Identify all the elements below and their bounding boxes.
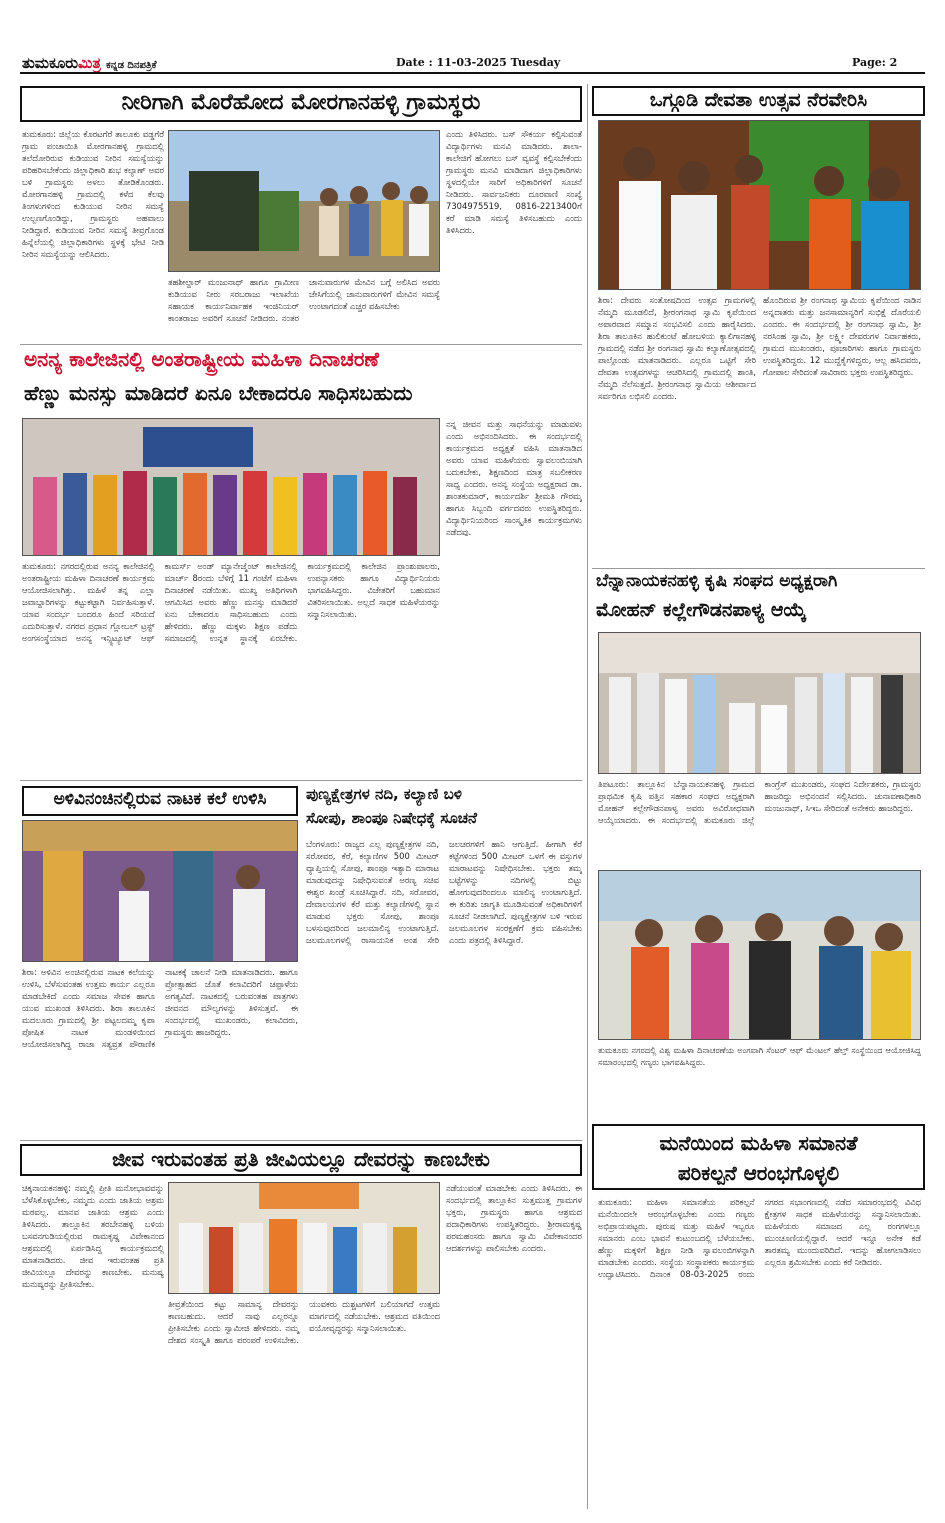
logo-part3: ಕನ್ನಡ ದಿನಪತ್ರಿಕೆ <box>106 60 157 71</box>
water-body-left: ತುಮಕೂರು: ಜಿಲ್ಲೆಯ ಕೊರಟಗೆರೆ ತಾಲೂಕು ವಡ್ಡಗೆರೆ ಗ್ರಾಮ ಪಂಚಾಯಿತಿ ಮೋರಗಾನಹಳ್ಳಿ ಗ್ರಾಮದಲ್ಲಿ ತಲೆದೋರಿರುವ ಕುಡಿಯುವ ನೀರಿನ ಸಮಸ್ಯೆಯನ್ನು ಪರಿಹರಿಸಬೇಕೆಂದು ಜಿಲ್ಲಾಧಿಕಾರಿ ಶುಭ ಕಲ್ಯಾಣ್ ಅವರ ಬಳಿ ಗ್ರಾಮಸ್ಥರು ಅಳಲು ತೋಡಿಕೊಂಡರು. ಮೋರಗಾನಹಳ್ಳಿ ಗ್ರಾಮದಲ್ಲಿ ಕಳೆದ ಕೆಲವು ತಿಂಗಳುಗಳಿಂದ ಕುಡಿಯುವ ನೀರಿನ ಸಮಸ್ಯೆ ಉಲ್ಬಣಗೊಂಡಿದ್ದು, ಗ್ರಾಮಸ್ಥರು ಅಹವಾಲು ನೀಡಿದ್ದಾರೆ. ಕುಡಿಯುವ ನೀರಿನ ಸಮಸ್ಯೆ ತೀವ್ರಗೊಂಡ ಹಿನ್ನೆಲೆಯಲ್ಲಿ ಜಿಲ್ಲಾಧಿಕಾರಿಗಳು ಸ್ಥಳಕ್ಕೆ ಭೇಟಿ ನೀಡಿ ನೀರಿನ ಸಮಸ್ಯೆಯನ್ನು ಆಲಿಸಿದರು. <box>22 129 164 259</box>
drama-photo-graphic <box>23 821 298 962</box>
water-photo <box>168 130 440 272</box>
women-equality-headline <box>592 1124 925 1190</box>
womens-day-body-side: ನನ್ನ ಜೀವನ ಮತ್ತು ಸಾಧನೆಯನ್ನು ಮಾಡುವಳು ಎಂದು ಅಭಿನಂದಿಸಿದರು. ಈ ಸಂದರ್ಭದಲ್ಲಿ ಕಾರ್ಯಕ್ರಮದ ಅಧ್ಯಕ್ಷತೆ ವಹಿಸಿ ಮಾತನಾಡಿದ ಅವರು ಯಾವ ಮಹಿಳೆಯರು ಸ್ವಾವಲಂಬಿಯಾಗಿ ಬದುಕಬೇಕು, ಶಿಕ್ಷಣದಿಂದ ಮಾತ್ರ ಸಬಲೀಕರಣ ಸಾಧ್ಯ ಎಂದರು. ಅನನ್ಯ ಸಂಸ್ಥೆಯ ಅಧ್ಯಕ್ಷರಾದ ಡಾ. ಶಾಂತಕುಮಾರ್, ಕಾರ್ಯದರ್ಶಿ ಶ್ರೀಮತಿ ಗೌರಮ್ಮ ಹಾಗೂ ಸಿಬ್ಬಂದಿ ವರ್ಗದವರು ಉಪಸ್ಥಿತರಿದ್ದರು. ವಿದ್ಯಾರ್ಥಿನಿಯರಿಂದ ಸಾಂಸ್ಕೃತಿಕ ಕಾರ್ಯಕ್ರಮಗಳು ನಡೆದವು. <box>446 419 582 537</box>
women-equality-photo-graphic <box>599 871 921 1040</box>
womens-day-body-bottom: ತುಮಕೂರು: ನಗರದಲ್ಲಿರುವ ಅನನ್ಯ ಕಾಲೇಜಿನಲ್ಲಿ ಅಂತರಾಷ್ಟ್ರೀಯ ಮಹಿಳಾ ದಿನಾಚರಣೆ ಕಾರ್ಯಕ್ರಮ ಆಯೋಜಿಸಲಾಗಿತ್ತು. ಮಹಿಳೆ ತನ್ನ ಎಲ್ಲಾ ಜವಾಬ್ದಾರಿಗಳನ್ನು ಕಟ್ಟುಕಟ್ಟಾಗಿ ನಿರ್ವಹಿಸುತ್ತಾಳೆ. ಯಾವ ಸಂದರ್ಭ ಬಂದರೂ ಹಿಂದೆ ಸರಿಯದೆ ಎದುರಿಸುತ್ತಾಳೆ. ನಗರದ ಪ್ರಧಾನ ಗ್ಲೋಬಲ್ ಟ್ರಸ್ಟ್ ಅಂಗಸಂಸ್ಥೆಯಾದ ಅನನ್ಯ ಇನ್ಸ್ಟಿಟ್ಯೂಟ್ ಆಫ್ ಕಾಮರ್ಸ್ ಅಂಡ್ ಮ್ಯಾನೇಜ್ಮೆಂಟ್ ಕಾಲೇಜಿನಲ್ಲಿ ಮಾರ್ಚ್ 8ರಂದು ಬೆಳಿಗ್ಗೆ 11 ಗಂಟೆಗೆ ಮಹಿಳಾ ದಿನಾಚರಣೆ ನಡೆಯಿತು. ಮುಖ್ಯ ಅತಿಥಿಗಳಾಗಿ ಆಗಮಿಸಿದ ಅವರು ಹೆಣ್ಣು ಮನಸ್ಸು ಮಾಡಿದರೆ ಏನು ಬೇಕಾದರೂ ಸಾಧಿಸಬಹುದು ಎಂದು ಹೇಳಿದರು. ಹೆಣ್ಣು ಮಕ್ಕಳು ಶಿಕ್ಷಣ ಪಡೆದು ಸಮಾಜದಲ್ಲಿ ಉನ್ನತ ಸ್ಥಾನಕ್ಕೆ ಏರಬೇಕು. ಕಾರ್ಯಕ್ರಮದಲ್ಲಿ ಕಾಲೇಜಿನ ಪ್ರಾಂಶುಪಾಲರು, ಉಪನ್ಯಾಸಕರು ಹಾಗೂ ವಿದ್ಯಾರ್ಥಿನಿಯರು ಭಾಗವಹಿಸಿದ್ದರು. ವಿಜೇತರಿಗೆ ಬಹುಮಾನ ವಿತರಿಸಲಾಯಿತು. ಅಲ್ಲದೆ ಸಾಧಕ ಮಹಿಳೆಯರನ್ನು ಸನ್ಮಾನಿಸಲಾಯಿತು. <box>22 561 440 643</box>
women-equality-headline-line1: ಮನೆಯಿಂದ ಮಹಿಳಾ ಸಮಾನತೆ <box>659 1131 858 1155</box>
women-equality-photo <box>598 870 921 1040</box>
god-headline: ಜೀವ ಇರುವಂತಹ ಪ್ರತಿ ಜೀವಿಯಲ್ಲೂ ದೇವರನ್ನು ಕಾಣಬೇಕು <box>20 1144 582 1176</box>
women-equality-headline-line2: ಪರಿಕಲ್ಪನೆ ಆರಂಭಗೊಳ್ಳಲಿ <box>677 1161 840 1185</box>
temple-headline: ಒಗ್ಗೂಡಿ ದೇವತಾ ಉತ್ಸವ ನೆರವೇರಿಸಿ <box>592 86 925 116</box>
drama-headline: ಅಳಿವಿನಂಚಿನಲ್ಲಿರುವ ನಾಟಕ ಕಲೆ ಉಳಿಸಿ <box>22 786 298 816</box>
temple-photo <box>598 120 921 290</box>
newspaper-logo <box>22 54 156 72</box>
divider <box>20 780 582 781</box>
water-photo-graphic <box>169 131 440 272</box>
divider <box>592 568 925 569</box>
water-body-mid: ತಹಶೀಲ್ದಾರ್ ಮಂಜುನಾಥ್ ಹಾಗೂ ಗ್ರಾಮೀಣ ಕುಡಿಯುವ ನೀರು ಸರಬರಾಜು ಇಲಾಖೆಯ ಸಹಾಯಕ ಕಾರ್ಯನಿರ್ವಾಹಕ ಇಂಜಿನಿಯರ್ ಕಾಂತರಾಜು ಅವರಿಗೆ ಸೂಚನೆ ನೀಡಿದರು. ನಂತರ ಜಾನುವಾರುಗಳ ಮೇವಿನ ಬಗ್ಗೆ ಅಲಿಸಿದ ಅವರು ಜೇಸಿಗೆಯಲ್ಲಿ ಜಾನುವಾರುಗಳಿಗೆ ಮೇವಿನ ಸಮಸ್ಯೆ ಉಂಟಾಗದಂತೆ ಎಚ್ಚರ ವಹಿಸಬೇಕು <box>168 277 440 323</box>
women-equality-caption: ತುಮಕೂರು ನಗರದಲ್ಲಿ ವಿಶ್ವ ಮಹಿಳಾ ದಿನಾಚರಣೆಯ ಅಂಗವಾಗಿ ಸೆಂಟರ್ ಆಫ್ ಮೆಂಟಲ್ ಹೆಲ್ತ್ ಸಂಸ್ಥೆಯಿಂದ ಆಯೋಜಿಸಿದ್ದ ಸಮಾರಂಭದಲ್ಲಿ ಗಣ್ಯರು ಭಾಗವಹಿಸಿದ್ದರು. <box>598 1045 921 1067</box>
farmers-headline-line2: ಮೋಹನ್ ಕಲ್ಲೇಗೌಡನಪಾಳ್ಯ ಆಯ್ಕೆ <box>596 600 807 621</box>
womens-day-headline-red: ಅನನ್ಯ ಕಾಲೇಜಿನಲ್ಲಿ ಅಂತರಾಷ್ಟ್ರೀಯ ಮಹಿಳಾ ದಿನಾಚರಣೆ <box>24 348 379 371</box>
issue-date: Date : 11-03-2025 Tuesday <box>396 56 561 69</box>
rivers-body: ಬೆಂಗಳೂರು: ರಾಜ್ಯದ ಎಲ್ಲ ಪುಣ್ಯಕ್ಷೇತ್ರಗಳ ನದಿ, ಸರೋವರ, ಕೆರೆ, ಕಲ್ಯಾಣಿಗಳ 500 ಮೀಟರ್ ವ್ಯಾಪ್ತಿಯಲ್ಲಿ ಸೋಪು, ಶಾಂಪೂ ಇತ್ಯಾದಿ ಮಾರಾಟ ಮಾಡುವುದನ್ನು ನಿಷೇಧಿಸುವಂತೆ ಅರಣ್ಯ ಸಚಿವ ಈಶ್ವರ ಖಂಡ್ರೆ ಸೂಚಿಸಿದ್ದಾರೆ. ನದಿ, ಸರೋವರ, ದೇವಾಲಯಗಳ ಕೆರೆ ಮತ್ತು ಕಲ್ಯಾಣಿಗಳಲ್ಲಿ ಸ್ನಾನ ಮಾಡುವ ಭಕ್ತರು ಸೋಪು, ಶಾಂಪೂ ಬಳಸುವುದರಿಂದ ಜಲಮಾಲಿನ್ಯ ಉಂಟಾಗುತ್ತಿದೆ. ಜಲಮೂಲಗಳಲ್ಲಿ ರಾಸಾಯನಿಕ ಅಂಶ ಸೇರಿ ಜಲಚರಗಳಿಗೆ ಹಾನಿ ಆಗುತ್ತಿದೆ. ಹೀಗಾಗಿ ಕೆರೆ ಕಟ್ಟೆಗಳಿಂದ 500 ಮೀಟರ್ ಒಳಗೆ ಈ ವಸ್ತುಗಳ ಮಾರಾಟವನ್ನು ನಿಷೇಧಿಸಬೇಕು. ಭಕ್ತರು ತಮ್ಮ ಬಟ್ಟೆಗಳನ್ನು ನದಿಗಳಲ್ಲಿ ಬಿಟ್ಟು ಹೋಗುವುದರಿಂದಲೂ ಮಾಲಿನ್ಯ ಉಂಟಾಗುತ್ತಿದೆ. ಈ ಕುರಿತು ಜಾಗೃತಿ ಮೂಡಿಸುವಂತೆ ಅಧಿಕಾರಿಗಳಿಗೆ ಸೂಚನೆ ನೀಡಲಾಗಿದೆ. ಪುಣ್ಯಕ್ಷೇತ್ರಗಳ ಬಳಿ ಇರುವ ಜಲಮೂಲಗಳ ಸಂರಕ್ಷಣೆಗೆ ಕ್ರಮ ವಹಿಸಬೇಕು ಎಂದು ಪತ್ರದಲ್ಲಿ ತಿಳಿಸಿದ್ದಾರೆ. <box>306 839 582 945</box>
god-body-mid: ತೀವ್ರತೆಯಿಂದ ಕಟ್ಟು ಸಾಮಾನ್ಯ ದೇವರನ್ನು ಕಾಣಬಹುದು. ಆದರೆ ನಾವು ಎಲ್ಲರನ್ನೂ ಪ್ರೀತಿಸಬೇಕು ಎಂದು ಸ್ವಾಮೀಜಿ ಹೇಳಿದರು. ನಮ್ಮ ದೇಶದ ಸಂಸ್ಕೃತಿ ಹಾಗೂ ಪರಂಪರೆ ಉಳಿಸಬೇಕು. ಯುವಕರು ದುಶ್ಚಟಗಳಿಗೆ ಬಲಿಯಾಗದೆ ಉತ್ತಮ ಮಾರ್ಗದಲ್ಲಿ ನಡೆಯಬೇಕು. ಆಶ್ರಮದ ವತಿಯಿಂದ ವಯೋವೃದ್ಧರನ್ನು ಸನ್ಮಾನಿಸಲಾಯಿತು. <box>168 1299 440 1345</box>
farmers-headline-line1: ಬೆನ್ನಾನಾಯಕನಹಳ್ಳಿ ಕೃಷಿ ಸಂಘದ ಅಧ್ಯಕ್ಷರಾಗಿ <box>596 572 838 591</box>
god-body-left: ಚಿಕ್ಕನಾಯಕನಹಳ್ಳಿ: ನಮ್ಮಲ್ಲಿ ಪ್ರೀತಿ ಮನೋಭಾವವನ್ನು ಬೆಳೆಸಿಕೊಳ್ಳಬೇಕು, ನಮ್ಮದು ಎಂದು ಜಾತಿಯ ಆಶ್ರಮ ಮಠವಲ್ಲ. ಮಾನವ ಜಾತಿಯ ಆಶ್ರಮ ಎಂದು ತಿಳಿಸಿದರು. ತಾಲ್ಲೂಕಿನ ತರಬೇನಹಳ್ಳಿ ಬಳಿಯ ಬಸವನಗುಡಿಯಲ್ಲಿರುವ ರಾಮಕೃಷ್ಣ ವಿವೇಕಾನಂದ ಆಶ್ರಮದಲ್ಲಿ ಏರ್ಪಡಿಸಿದ್ದ ಕಾರ್ಯಕ್ರಮದಲ್ಲಿ ಮಾತನಾಡಿದರು. ಜೀವ ಇರುವಂತಹ ಪ್ರತಿ ಜೀವಿಯಲ್ಲೂ ದೇವರನ್ನು ಕಾಣಬೇಕು. ಮನುಷ್ಯ ಮನುಷ್ಯರನ್ನು ಪ್ರೀತಿಸಬೇಕು. <box>22 1183 164 1289</box>
masthead-rule <box>20 72 925 74</box>
logo-part1: ತುಮಕೂರು <box>22 54 79 72</box>
drama-body: ಶಿರಾ: ಅಳಿವಿನ ಅಂಚಿನಲ್ಲಿರುವ ನಾಟಕ ಕಲೆಯನ್ನು ಉಳಿಸಿ, ಬೆಳೆಸುವಂತಹ ಉತ್ತಮ ಕಾರ್ಯ ಎಲ್ಲರೂ ಮಾಡಬೇಕಿದೆ ಎಂದು ಸಮಾಜ ಸೇವಕ ಹಾಗೂ ಯುವ ಮುಖಂಡ ತಿಳಿಸಿದರು. ಶಿರಾ ತಾಲೂಕಿನ ಮದಲೂರು ಗ್ರಾಮದಲ್ಲಿ ಶ್ರೀ ಪಟ್ಟಲದಮ್ಮ ಕೃಪಾ ಪೋಷಿತ ನಾಟಕ ಮಂಡಳಿಯಿಂದ ಆಯೋಜಿಸಲಾಗಿದ್ದ ರಾಜಾ ಸತ್ಯವ್ರತ ಪೌರಾಣಿಕ ನಾಟಕಕ್ಕೆ ಚಾಲನೆ ನೀಡಿ ಮಾತನಾಡಿದರು. ಹಾಗೂ ಪ್ರೋತ್ಸಾಹದ ಜೊತೆ ಕಲಾವಿದರಿಗೆ ಚಪ್ಪಾಳೆಯ ಅಗತ್ಯವಿದೆ. ನಾಟಕದಲ್ಲಿ ಬರುವಂತಹ ಪಾತ್ರಗಳು ಜೀವನದ ಮೌಲ್ಯಗಳನ್ನು ತಿಳಿಸುತ್ತವೆ. ಈ ಸಂದರ್ಭದಲ್ಲಿ ಮುಖಂಡರು, ಕಲಾವಿದರು, ಗ್ರಾಮಸ್ಥರು ಹಾಜರಿದ್ದರು. <box>22 967 298 1049</box>
womens-day-photo <box>22 418 440 556</box>
page-number: Page: 2 <box>852 56 898 69</box>
masthead <box>0 0 945 78</box>
womens-day-headline: ಹೆಣ್ಣು ಮನಸ್ಸು ಮಾಡಿದರೆ ಏನೂ ಬೇಕಾದರೂ ಸಾಧಿಸಬಹುದು <box>24 382 413 405</box>
logo-part2: ಮಿತ್ರ <box>78 54 101 72</box>
temple-photo-graphic <box>599 121 921 290</box>
divider <box>20 344 582 345</box>
womens-day-photo-graphic <box>23 419 440 556</box>
temple-body-right: ಹೊಂದಿರುವ ಶ್ರೀ ರಂಗನಾಥ ಸ್ವಾಮಿಯ ಕೃಪೆಯಿಂದ ನಾಡಿನ ಅನ್ನದಾತರು ಮತ್ತು ಜನಸಾಮಾನ್ಯರಿಗೆ ಸುಭಿಕ್ಷೆ ದೊರೆಯಲಿ ಎಂದರು. ಈ ಸಂದರ್ಭದಲ್ಲಿ ಶ್ರೀ ರಂಗನಾಥ ಸ್ವಾಮಿ, ಶ್ರೀ ನರಸಿಂಹ ಸ್ವಾಮಿ, ಶ್ರೀ ಲಕ್ಷ್ಮೀ ದೇವರುಗಳ ನಿರ್ವಾಹಕರು, ಗ್ರಾಮದ ಮುಖಂಡರು, ಪೂಜಾರಿಗಳು ಹಾಗೂ ಗ್ರಾಮಸ್ಥರು ಉಪಸ್ಥಿತರಿದ್ದರು. 12 ಮುದ್ದೆಕೈಗಳಿದ್ದರು, ಆಲ್ಲ ಹಸಿದವರು, ಗೋಪಾಲ ಸೇರಿದಂತೆ ಸಾವಿರಾರು ಭಕ್ತರು ಉಪಸ್ಥಿತರಿದ್ದರು. <box>763 295 921 377</box>
divider <box>20 1140 582 1141</box>
drama-photo <box>22 820 298 962</box>
god-photo <box>168 1182 440 1294</box>
women-equality-body: ತುಮಕೂರು: ಮಹಿಳಾ ಸಮಾನತೆಯ ಪರಿಕಲ್ಪನೆ ಮನೆಯಿಂದಲೇ ಆರಂಭಗೊಳ್ಳಬೇಕು ಎಂದು ಗಣ್ಯರು ಅಭಿಪ್ರಾಯಪಟ್ಟರು. ಪುರುಷ ಮತ್ತು ಮಹಿಳೆ ಇಬ್ಬರೂ ಸಮಾನರು ಎಂಬ ಭಾವನೆ ಕುಟುಂಬದಲ್ಲಿ ಬೆಳೆಯಬೇಕು. ಹೆಣ್ಣು ಮಕ್ಕಳಿಗೆ ಶಿಕ್ಷಣ ನೀಡಿ ಸ್ವಾವಲಂಬಿಗಳನ್ನಾಗಿ ಮಾಡಬೇಕು ಎಂದರು. ಸಂಸ್ಥೆಯ ಸಂಸ್ಥಾಪಕರು ಕಾರ್ಯಕ್ರಮ ಉದ್ಘಾಟಿಸಿದರು. ದಿನಾಂಕ 08-03-2025 ರಂದು ನಗರದ ಸಭಾಂಗಣದಲ್ಲಿ ನಡೆದ ಸಮಾರಂಭದಲ್ಲಿ ವಿವಿಧ ಕ್ಷೇತ್ರಗಳ ಸಾಧಕ ಮಹಿಳೆಯರನ್ನು ಸನ್ಮಾನಿಸಲಾಯಿತು. ಮಹಿಳೆಯರು ಸಮಾಜದ ಎಲ್ಲ ರಂಗಗಳಲ್ಲೂ ಮುಂಚೂಣಿಯಲ್ಲಿದ್ದಾರೆ. ಆದರೆ ಇನ್ನೂ ಅನೇಕ ಕಡೆ ತಾರತಮ್ಯ ಮುಂದುವರಿದಿದೆ. ಇದನ್ನು ಹೋಗಲಾಡಿಸಲು ಎಲ್ಲರೂ ಶ್ರಮಿಸಬೇಕು ಎಂದು ಕರೆ ನೀಡಿದರು. <box>598 1197 921 1279</box>
temple-body-left: ಶಿರಾ: ದೇವರು ಸಂತೋಷದಿಂದ ಉತ್ಸವ ಗ್ರಾಮಗಳಲ್ಲಿ ನೆಮ್ಮದಿ ಮೂಡಲಿದೆ, ಶ್ರೀರಂಗನಾಥ ಸ್ವಾಮಿ ಕೃಪೆಯಿಂದ ಅಪಾರವಾದ ಸಮ್ಮಾನ ಸಂಭವಿಸಲಿ ಎಂದು ಹಾರೈಸಿದರು. ಶಿರಾ ತಾಲೂಕಿನ ಹುಲಿಕುಂಟೆ ಹೋಬಳಿಯ ಕ್ಯಾಲಿಗಾನಹಳ್ಳಿ ಗ್ರಾಮದಲ್ಲಿ ನಡೆದ ಶ್ರೀ ರಂಗನಾಥ ಸ್ವಾಮಿ ಕಲ್ಯಾಣೋತ್ಸವದಲ್ಲಿ ಪಾಲ್ಗೊಂಡು ಮಾತನಾಡಿದರು. ಎಲ್ಲರೂ ಒಟ್ಟಿಗೆ ಸೇರಿ ದೇವತಾ ಉತ್ಸವಗಳನ್ನು ಆಚರಿಸಿದಲ್ಲಿ ಗ್ರಾಮದಲ್ಲಿ ಶಾಂತಿ, ನೆಮ್ಮದಿ ನೆಲೆಸುತ್ತದೆ. ಶ್ರೀರಂಗನಾಥ ಸ್ವಾಮಿಯ ಆಶೀರ್ವಾದ ಸರ್ವರಿಗೂ ಲಭಿಸಲಿ ಎಂದರು. <box>598 295 756 401</box>
water-headline: ನೀರಿಗಾಗಿ ಮೊರೆಹೋದ ಮೋರಗಾನಹಳ್ಳಿ ಗ್ರಾಮಸ್ಥರು <box>20 86 582 122</box>
farmers-photo-graphic <box>599 633 921 774</box>
god-body-right: ನಡೆಯುವಂತೆ ಮಾಡಬೇಕು ಎಂದು ತಿಳಿಸಿದರು. ಈ ಸಂದರ್ಭದಲ್ಲಿ ತಾಲ್ಲೂಕಿನ ಸುತ್ತಮುತ್ತ ಗ್ರಾಮಗಳ ಭಕ್ತರು, ಗ್ರಾಮಸ್ಥರು ಹಾಗೂ ಆಶ್ರಮದ ಪದಾಧಿಕಾರಿಗಳು ಉಪಸ್ಥಿತರಿದ್ದರು. ಶ್ರೀರಾಮಕೃಷ್ಣ ಪರಮಹಂಸರು ಹಾಗೂ ಸ್ವಾಮಿ ವಿವೇಕಾನಂದರ ಆದರ್ಶಗಳನ್ನು ಪಾಲಿಸಬೇಕು ಎಂದರು. <box>446 1183 582 1253</box>
god-photo-graphic <box>169 1183 440 1294</box>
farmers-photo <box>598 632 921 774</box>
column-rule <box>587 84 588 1509</box>
rivers-headline-line1: ಪುಣ್ಯಕ್ಷೇತ್ರಗಳ ನದಿ, ಕಲ್ಯಾಣಿ ಬಳಿ <box>306 786 462 803</box>
rivers-headline-line2: ಸೋಪು, ಶಾಂಪೂ ನಿಷೇಧಕ್ಕೆ ಸೂಚನೆ <box>306 810 477 827</box>
farmers-body: ತಿಪಟೂರು: ತಾಲ್ಲೂಕಿನ ಬೆನ್ನಾನಾಯಕನಹಳ್ಳಿ ಗ್ರಾಮದ ಪ್ರಾಥಮಿಕ ಕೃಷಿ ಪತ್ತಿನ ಸಹಕಾರ ಸಂಘದ ಅಧ್ಯಕ್ಷರಾಗಿ ಮೋಹನ್ ಕಲ್ಲೇಗೌಡನಪಾಳ್ಯ ಅವರು ಅವಿರೋಧವಾಗಿ ಆಯ್ಕೆಯಾದರು. ಈ ಸಂದರ್ಭದಲ್ಲಿ ತುಮಕೂರು ಜಿಲ್ಲೆ ಕಾಂಗ್ರೆಸ್ ಮುಖಂಡರು, ಸಂಘದ ನಿರ್ದೇಶಕರು, ಗ್ರಾಮಸ್ಥರು ಹಾಜರಿದ್ದು ಅಭಿನಂದನೆ ಸಲ್ಲಿಸಿದರು. ಚುನಾವಣಾಧಿಕಾರಿ ಮಂಜುನಾಥ್, ಸಿಇಒ ಸೇರಿದಂತೆ ಅನೇಕರು ಹಾಜರಿದ್ದರು. <box>598 779 921 825</box>
water-body-right: ಎಂದು ತಿಳಿಸಿದರು. ಬಸ್ ಸೌಕರ್ಯ ಕಲ್ಪಿಸುವಂತೆ ವಿದ್ಯಾರ್ಥಿಗಳು ಮನವಿ ಮಾಡಿದರು. ಶಾಲಾ-ಕಾಲೇಜಿಗೆ ಹೋಗಲು ಬಸ್ ವ್ಯವಸ್ಥೆ ಕಲ್ಪಿಸಬೇಕೆಂದು ಗ್ರಾಮಸ್ಥರು ಮನವಿ ಮಾಡಿದಾಗ ಜಿಲ್ಲಾಧಿಕಾರಿಗಳು ಸ್ಥಳದಲ್ಲಿಯೇ ಸಾರಿಗೆ ಅಧಿಕಾರಿಗಳಿಗೆ ಸೂಚನೆ ನೀಡಿದರು. ಸಾರ್ವಜನಿಕರು ದೂರವಾಣಿ ಸಂಖ್ಯೆ 7304975519, 0816-2213400ಗೆ ಕರೆ ಮಾಡಿ ಸಮಸ್ಯೆ ತಿಳಿಸಬಹುದು ಎಂದು ತಿಳಿಸಿದರು. <box>446 129 582 235</box>
